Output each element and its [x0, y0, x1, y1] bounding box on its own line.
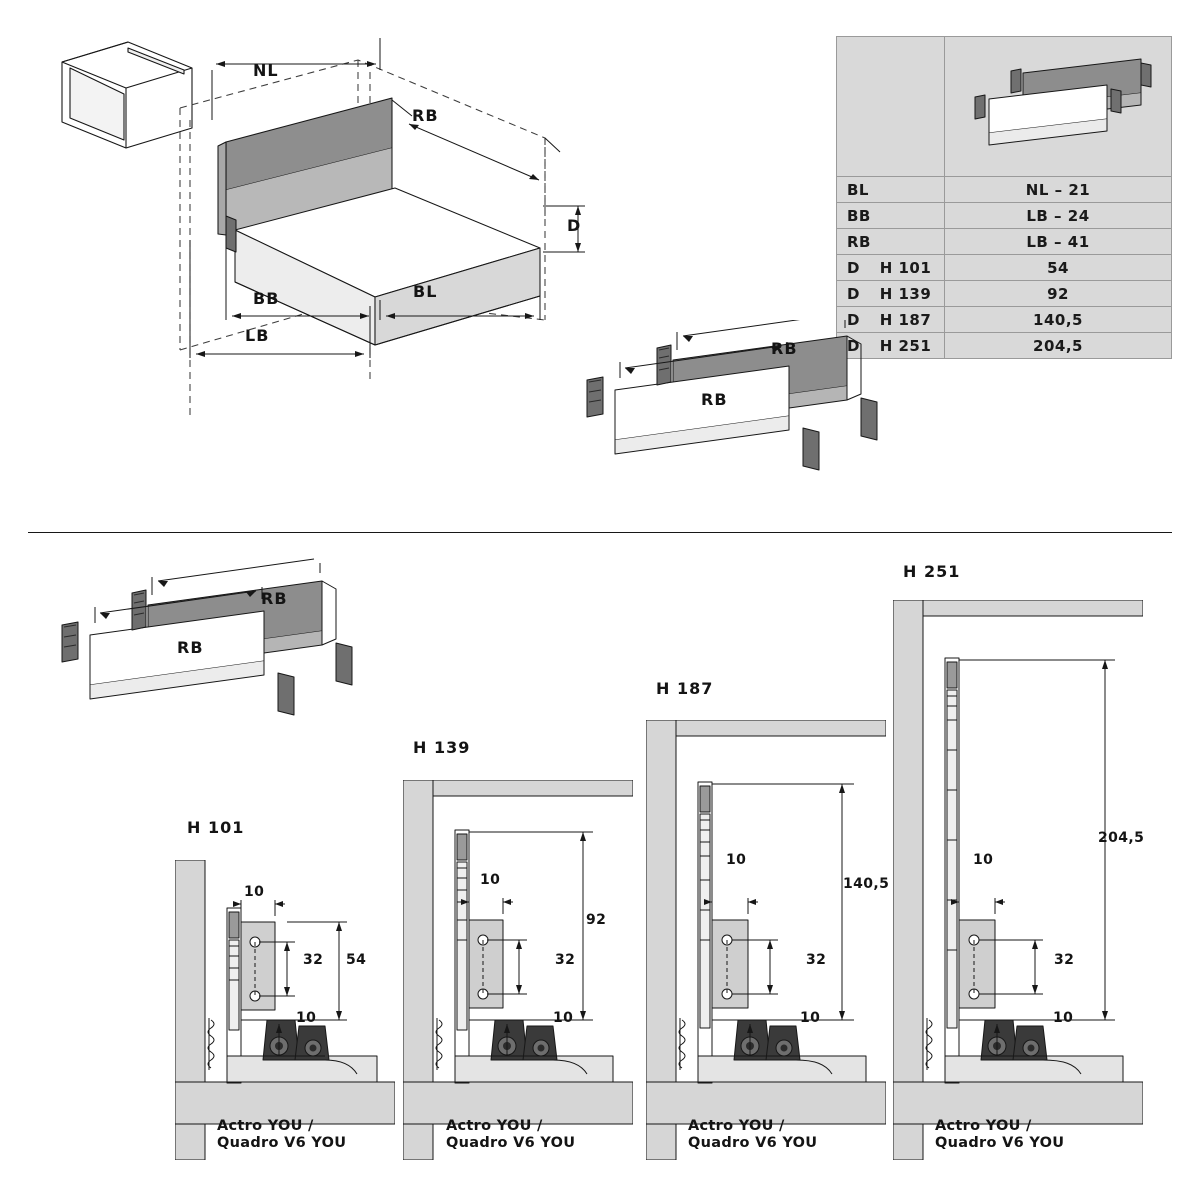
- row-label-with-sub: [837, 255, 945, 281]
- dim-label-bb: BB: [253, 289, 280, 308]
- dim-label-rb-front-top: RB: [701, 390, 728, 409]
- table-row: [837, 255, 1172, 281]
- dim-h139-total: 92: [586, 912, 607, 928]
- row-label: D: [847, 336, 860, 355]
- dim-h251-total: 204,5: [1098, 830, 1145, 846]
- dim-h251-bottom: 10: [1053, 1010, 1074, 1026]
- row-label: D: [847, 310, 860, 329]
- section-figure-h139: [403, 780, 633, 1160]
- row-value: NL – 21: [945, 177, 1172, 203]
- dim-label-rb-back-bottom: RB: [261, 589, 288, 608]
- dim-label-nl: NL: [253, 61, 279, 80]
- section-title-h101: H 101: [187, 818, 245, 837]
- section-figure-h187: [646, 720, 886, 1160]
- table-row: [837, 229, 1172, 255]
- row-label: BB: [837, 203, 945, 229]
- dim-label-lb: LB: [245, 326, 270, 345]
- section-figure-h251: [893, 600, 1143, 1160]
- caption-h187: [688, 1118, 817, 1152]
- dim-h139-mid: 32: [555, 952, 576, 968]
- railset-bottom-figure: [40, 555, 400, 755]
- table-header-art-cell: [945, 37, 1172, 177]
- row-value: LB – 24: [945, 203, 1172, 229]
- section-title-h139: H 139: [413, 738, 471, 757]
- dim-label-rb-back-top: RB: [771, 339, 798, 358]
- dim-h187-mid: 32: [806, 952, 827, 968]
- dim-h187-total: 140,5: [843, 876, 890, 892]
- railset-top-figure: [565, 320, 915, 510]
- dimension-table: [836, 36, 1172, 359]
- dim-label-d: D: [567, 216, 582, 235]
- caption-line-2: Quadro V6 YOU: [935, 1135, 1065, 1151]
- caption-line-2: Quadro V6 YOU: [446, 1135, 576, 1151]
- row-value: 140,5: [945, 307, 1172, 333]
- dim-h251-top: 10: [973, 852, 994, 868]
- table-row: [837, 177, 1172, 203]
- caption-line-1: Actro YOU /: [217, 1118, 314, 1134]
- caption-line-1: Actro YOU /: [446, 1118, 543, 1134]
- dim-h187-top: 10: [726, 852, 747, 868]
- row-label: D: [847, 284, 860, 303]
- table-row: [837, 203, 1172, 229]
- row-value: 54: [945, 255, 1172, 281]
- caption-line-2: Quadro V6 YOU: [217, 1135, 347, 1151]
- table-header-blank-cell: [837, 37, 945, 177]
- section-title-h187: H 187: [656, 679, 714, 698]
- caption-line-1: Actro YOU /: [688, 1118, 785, 1134]
- row-sublabel: H 187: [879, 310, 932, 329]
- caption-h101: [217, 1118, 346, 1152]
- dim-label-rb-front-bottom: RB: [177, 638, 204, 657]
- caption-h251: [935, 1118, 1064, 1152]
- row-value: LB – 41: [945, 229, 1172, 255]
- row-label: BL: [837, 177, 945, 203]
- row-label: D: [847, 258, 860, 277]
- section-figure-h101: [175, 860, 395, 1160]
- row-sublabel: H 101: [879, 258, 932, 277]
- dim-label-rb-drawer: RB: [412, 106, 439, 125]
- row-value: 204,5: [945, 333, 1172, 359]
- caption-line-1: Actro YOU /: [935, 1118, 1032, 1134]
- table-row: [837, 281, 1172, 307]
- dim-h251-mid: 32: [1054, 952, 1075, 968]
- dim-h101-total: 54: [346, 952, 367, 968]
- row-label-with-sub: [837, 281, 945, 307]
- dim-h139-top: 10: [480, 872, 501, 888]
- dim-h101-bottom: 10: [296, 1010, 317, 1026]
- caption-line-2: Quadro V6 YOU: [688, 1135, 818, 1151]
- table-header-illustration-row: [837, 37, 1172, 177]
- section-divider: [28, 532, 1172, 533]
- dim-label-bl: BL: [413, 282, 438, 301]
- row-label: RB: [837, 229, 945, 255]
- dim-h101-top: 10: [244, 884, 265, 900]
- row-value: 92: [945, 281, 1172, 307]
- section-title-h251: H 251: [903, 562, 961, 581]
- dim-h187-bottom: 10: [800, 1010, 821, 1026]
- dim-h139-bottom: 10: [553, 1010, 574, 1026]
- row-sublabel: H 139: [879, 284, 932, 303]
- caption-h139: [446, 1118, 575, 1152]
- row-sublabel: H 251: [879, 336, 932, 355]
- dim-h101-mid: 32: [303, 952, 324, 968]
